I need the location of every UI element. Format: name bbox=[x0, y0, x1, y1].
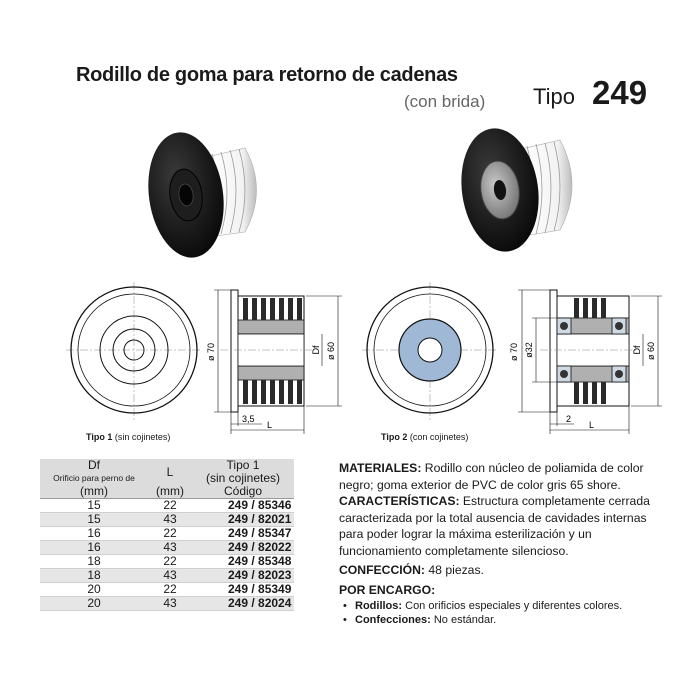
confeccion-text: 48 piezas. bbox=[425, 563, 484, 577]
unit-df: (mm) bbox=[40, 485, 148, 499]
cell-df: 20 bbox=[87, 582, 101, 596]
table-row bbox=[40, 499, 294, 513]
materiales-heading: MATERIALES: bbox=[339, 461, 422, 475]
dim-d60-2: ø 60 bbox=[646, 341, 656, 361]
front-view-2 bbox=[362, 282, 498, 420]
cell-code: 249 / 82021 bbox=[192, 513, 294, 527]
cell-l: 22 bbox=[163, 526, 177, 540]
table-row bbox=[40, 583, 294, 597]
front-view-1 bbox=[66, 282, 202, 420]
dim-2: 2 bbox=[566, 414, 572, 424]
cell-df: 16 bbox=[40, 541, 148, 555]
col-df-header: Df bbox=[40, 459, 148, 472]
encargo-heading: POR ENCARGO: bbox=[339, 582, 436, 597]
item-text: No estándar. bbox=[430, 614, 497, 626]
dim-d70-2: ø 70 bbox=[509, 342, 519, 362]
table-header-row-3 bbox=[40, 485, 294, 499]
bullet-icon: • bbox=[343, 614, 347, 626]
product-description bbox=[339, 460, 669, 627]
materiales-text: Rodillo con núcleo de poliamida de color negro; goma exterior de PVC de color gris 65 shore. bbox=[339, 461, 644, 492]
cell-df: 18 bbox=[40, 569, 148, 583]
dim-l-1: L bbox=[267, 420, 273, 430]
cell-l: 43 bbox=[148, 597, 192, 611]
tipo-label: Tipo bbox=[533, 84, 575, 109]
cell-l: 22 bbox=[163, 498, 177, 512]
cell-df: 16 bbox=[87, 526, 101, 540]
confeccion-heading: CONFECCIÓN: bbox=[339, 563, 425, 577]
table-row bbox=[40, 555, 294, 569]
table-row bbox=[40, 569, 294, 583]
cell-code: 249 / 82022 bbox=[192, 541, 294, 555]
table-row bbox=[40, 513, 294, 527]
dim-l-2: L bbox=[589, 420, 595, 430]
cell-l: 43 bbox=[148, 513, 192, 527]
dim-df-2: Df bbox=[632, 345, 642, 355]
col-tipo-subheader: (sin cojinetes) bbox=[192, 472, 294, 485]
table-row bbox=[40, 597, 294, 611]
cell-code: 249 / 82024 bbox=[192, 597, 294, 611]
roller-photo-2 bbox=[454, 123, 572, 256]
side-section-1 bbox=[214, 290, 342, 434]
cell-code: 249 / 85347 bbox=[228, 526, 292, 540]
item-text: Con orificios especiales y diferentes colores. bbox=[402, 600, 623, 612]
list-item bbox=[339, 613, 669, 627]
item-heading: Rodillos: bbox=[355, 600, 403, 612]
dim-d70-1: ø 70 bbox=[206, 342, 216, 362]
table-row bbox=[40, 527, 294, 541]
table-row bbox=[40, 541, 294, 555]
page-title: Rodillo de goma para retorno de cadenas bbox=[76, 64, 458, 86]
confeccion-paragraph bbox=[339, 562, 669, 579]
caption-tipo-1-bold: Tipo 1 bbox=[86, 432, 113, 442]
cell-df: 20 bbox=[40, 597, 148, 611]
caracteristicas-heading: CARACTERÍSTICAS: bbox=[339, 494, 460, 508]
caption-tipo-2 bbox=[381, 432, 468, 442]
side-section-2 bbox=[518, 290, 662, 434]
cell-df: 18 bbox=[87, 554, 101, 568]
cell-l: 43 bbox=[148, 541, 192, 555]
unit-l: (mm) bbox=[148, 485, 192, 499]
cell-code: 249 / 82023 bbox=[192, 569, 294, 583]
caption-tipo-2-rest: (con cojinetes) bbox=[407, 432, 469, 442]
dim-35: 3,5 bbox=[242, 414, 255, 424]
caption-tipo-1 bbox=[86, 432, 170, 442]
caracteristicas-text: Estructura completamente cerrada caracterizada por la total ausencia de cavidades internas para poder lograr la máxima esterilización y un funcionamiento completamente silencioso. bbox=[339, 494, 650, 558]
caption-tipo-2-bold: Tipo 2 bbox=[381, 432, 408, 442]
dim-d32: ø32 bbox=[524, 342, 534, 358]
cell-code: 249 / 85349 bbox=[228, 582, 292, 596]
caption-tipo-1-rest: (sin cojinetes) bbox=[112, 432, 171, 442]
cell-l: 43 bbox=[148, 569, 192, 583]
cell-l: 22 bbox=[163, 554, 177, 568]
caracteristicas-paragraph bbox=[339, 493, 669, 559]
cell-code: 249 / 85348 bbox=[228, 554, 292, 568]
list-item bbox=[339, 599, 669, 613]
col-code-header: Código bbox=[192, 485, 294, 499]
dim-d60-1: ø 60 bbox=[326, 341, 336, 361]
page-subtitle: (con brida) bbox=[404, 92, 486, 111]
cell-df: 15 bbox=[40, 513, 148, 527]
encargo-list bbox=[339, 599, 669, 627]
spec-table bbox=[40, 459, 294, 611]
col-df-subheader: Orificio para perno de bbox=[40, 472, 148, 485]
roller-photo-1 bbox=[141, 127, 257, 262]
col-l-header: L bbox=[148, 459, 192, 485]
col-tipo-header: Tipo 1 bbox=[192, 459, 294, 472]
cell-code: 249 / 85346 bbox=[228, 498, 292, 512]
bullet-icon: • bbox=[343, 600, 347, 612]
cell-l: 22 bbox=[163, 582, 177, 596]
materiales-paragraph bbox=[339, 460, 669, 493]
cell-df: 15 bbox=[87, 498, 101, 512]
item-heading: Confecciones: bbox=[355, 614, 431, 626]
dim-df-1: Df bbox=[311, 345, 321, 355]
tipo-number: 249 bbox=[592, 74, 648, 111]
